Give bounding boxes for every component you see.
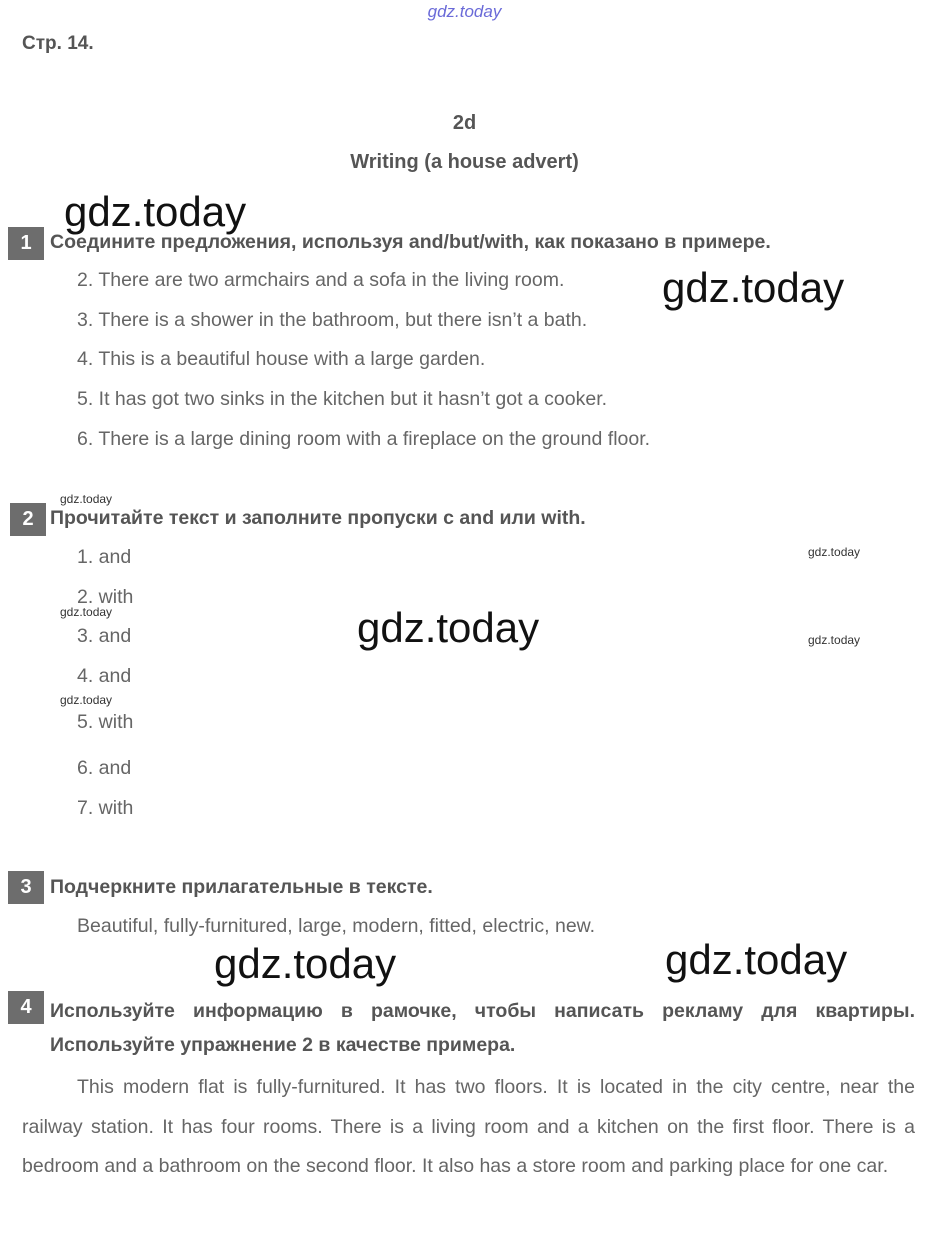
watermark-small: gdz.today — [60, 492, 113, 506]
watermark-small: gdz.today — [60, 693, 113, 707]
exercise-2-answer: 6. and — [77, 757, 132, 779]
exercise-4-answer: This modern flat is fully-furnitured. It has two floors. It is located in the city centre, near the railway station. It has four rooms. There is a living room and a kitchen on the first floor. There is a bedroom and a bathroom on the second floor. It also has a store room and parking place for one car. — [22, 1076, 915, 1177]
exercise-1-answer: 5. It has got two sinks in the kitchen but it hasn’t got a cooker. — [77, 388, 608, 410]
exercise-1-answer: 4. This is a beautiful house with a large garden. — [77, 348, 486, 370]
watermark-small: gdz.today — [60, 605, 113, 619]
watermark-overlay: gdz.today — [662, 264, 845, 311]
exercise-4-task: Используйте информацию в рамочке, чтобы написать рекламу для квартиры. Используйте упражнение 2 в качестве примера. — [50, 1000, 915, 1056]
exercise-1-answer: 6. There is a large dining room with a fireplace on the ground floor. — [77, 428, 651, 450]
watermark-small: gdz.today — [808, 545, 861, 559]
exercise-number-badge: 4 — [8, 991, 44, 1024]
watermark-overlay: gdz.today — [64, 188, 247, 235]
watermark-overlay: gdz.today — [665, 936, 848, 983]
exercise-number-badge: 1 — [8, 227, 44, 260]
exercise-2-answer: 1. and — [77, 546, 132, 568]
exercise-2-answer: 5. with — [77, 711, 134, 733]
watermark-small: gdz.today — [808, 633, 861, 647]
watermark-overlay: gdz.today — [214, 940, 397, 987]
exercise-1-task: Соедините предложения, используя and/but/with, как показано в примере. — [50, 231, 771, 253]
unit-code: 2d — [452, 112, 477, 134]
unit-title: Writing (a house advert) — [350, 151, 579, 173]
exercise-2-answer: 2. with — [77, 586, 134, 608]
exercise-number-badge: 2 — [10, 503, 46, 536]
exercise-2-answer: 3. and — [77, 625, 132, 647]
exercise-2-answer: 4. and — [77, 665, 132, 687]
exercise-1-answer: 2. There are two armchairs and a sofa in the living room. — [77, 269, 565, 291]
exercise-3-task: Подчеркните прилагательные в тексте. — [50, 876, 433, 898]
exercise-2-answer: 7. with — [77, 797, 134, 819]
exercise-3-answer: Beautiful, fully-furnitured, large, modern, fitted, electric, new. — [77, 915, 596, 937]
exercise-number-badge: 3 — [8, 871, 44, 904]
exercise-1-answer: 3. There is a shower in the bathroom, but there isn’t a bath. — [77, 309, 588, 331]
watermark-top: gdz.today — [427, 2, 502, 21]
page-number: Стр. 14. — [22, 33, 94, 54]
watermark-overlay: gdz.today — [357, 604, 540, 651]
exercise-2-task: Прочитайте текст и заполните пропуски с and или with. — [50, 507, 586, 529]
